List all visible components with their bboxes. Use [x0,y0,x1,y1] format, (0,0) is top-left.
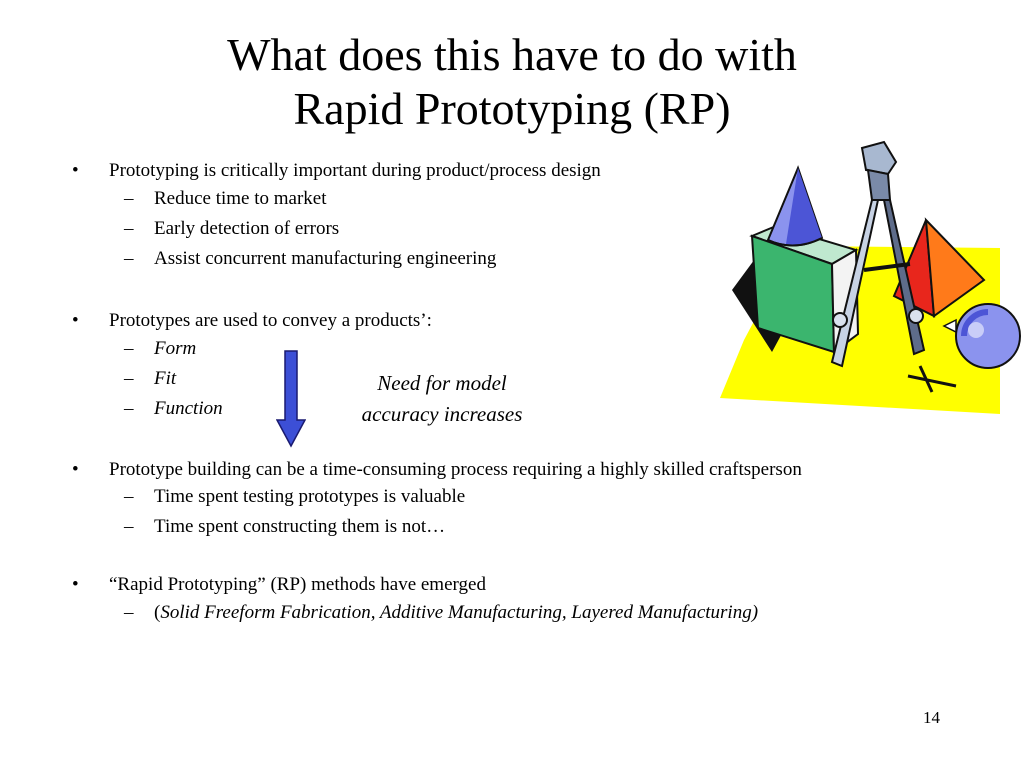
bullet-marker: • [72,574,79,595]
sub-bullet-text: Solid Freeform Fabrication, Additive Manufacturing, Layered Manufacturing) [160,602,759,623]
sub-bullet-item [68,598,888,628]
down-arrow-icon [276,350,306,448]
sub-bullet-text: Time spent constructing them is not… [154,516,446,537]
slide-title [100,28,924,136]
dash-marker: – [124,338,134,359]
sub-bullet-item [68,482,888,512]
bullet-text: “Rapid Prototyping” (RP) methods have emerged [109,574,486,595]
title-line-2: Rapid Prototyping (RP) [293,83,731,134]
dash-marker: – [124,516,134,537]
bullet-marker: • [72,160,79,181]
sub-bullet-text: Fit [154,368,177,389]
bullet-marker: • [72,459,79,480]
sub-bullet-open-paren: ( [154,602,161,623]
sub-bullet-text: Assist concurrent manufacturing engineering [154,248,497,269]
dash-marker: – [124,188,134,209]
dash-marker: – [124,602,134,623]
sub-bullet-text: Reduce time to market [154,188,327,209]
bullet-text: Prototype building can be a time-consuming process requiring a highly skilled craftsperson [109,459,802,480]
sub-bullet-text: Form [154,338,197,359]
geometry-shapes-compass-icon [712,140,1024,418]
dash-marker: – [124,218,134,239]
bullet-item [68,572,888,598]
accuracy-note [330,368,554,430]
note-line-1: Need for model [377,371,507,395]
dash-marker: – [124,486,134,507]
note-line-2: accuracy increases [361,402,523,426]
bullet-item [68,458,888,482]
sub-bullet-text: Function [154,398,223,419]
page-number: 14 [923,708,940,727]
sub-bullet-text: Early detection of errors [154,218,340,239]
dash-marker: – [124,368,134,389]
sub-bullet-text: Time spent testing prototypes is valuable [154,486,466,507]
sub-bullet-item [68,512,888,542]
dash-marker: – [124,248,134,269]
title-line-1: What does this have to do with [227,29,797,80]
dash-marker: – [124,398,134,419]
bullet-text: Prototypes are used to convey a products’: [109,310,432,331]
bullet-marker: • [72,310,79,331]
bullet-text: Prototyping is critically important during product/process design [109,160,601,181]
